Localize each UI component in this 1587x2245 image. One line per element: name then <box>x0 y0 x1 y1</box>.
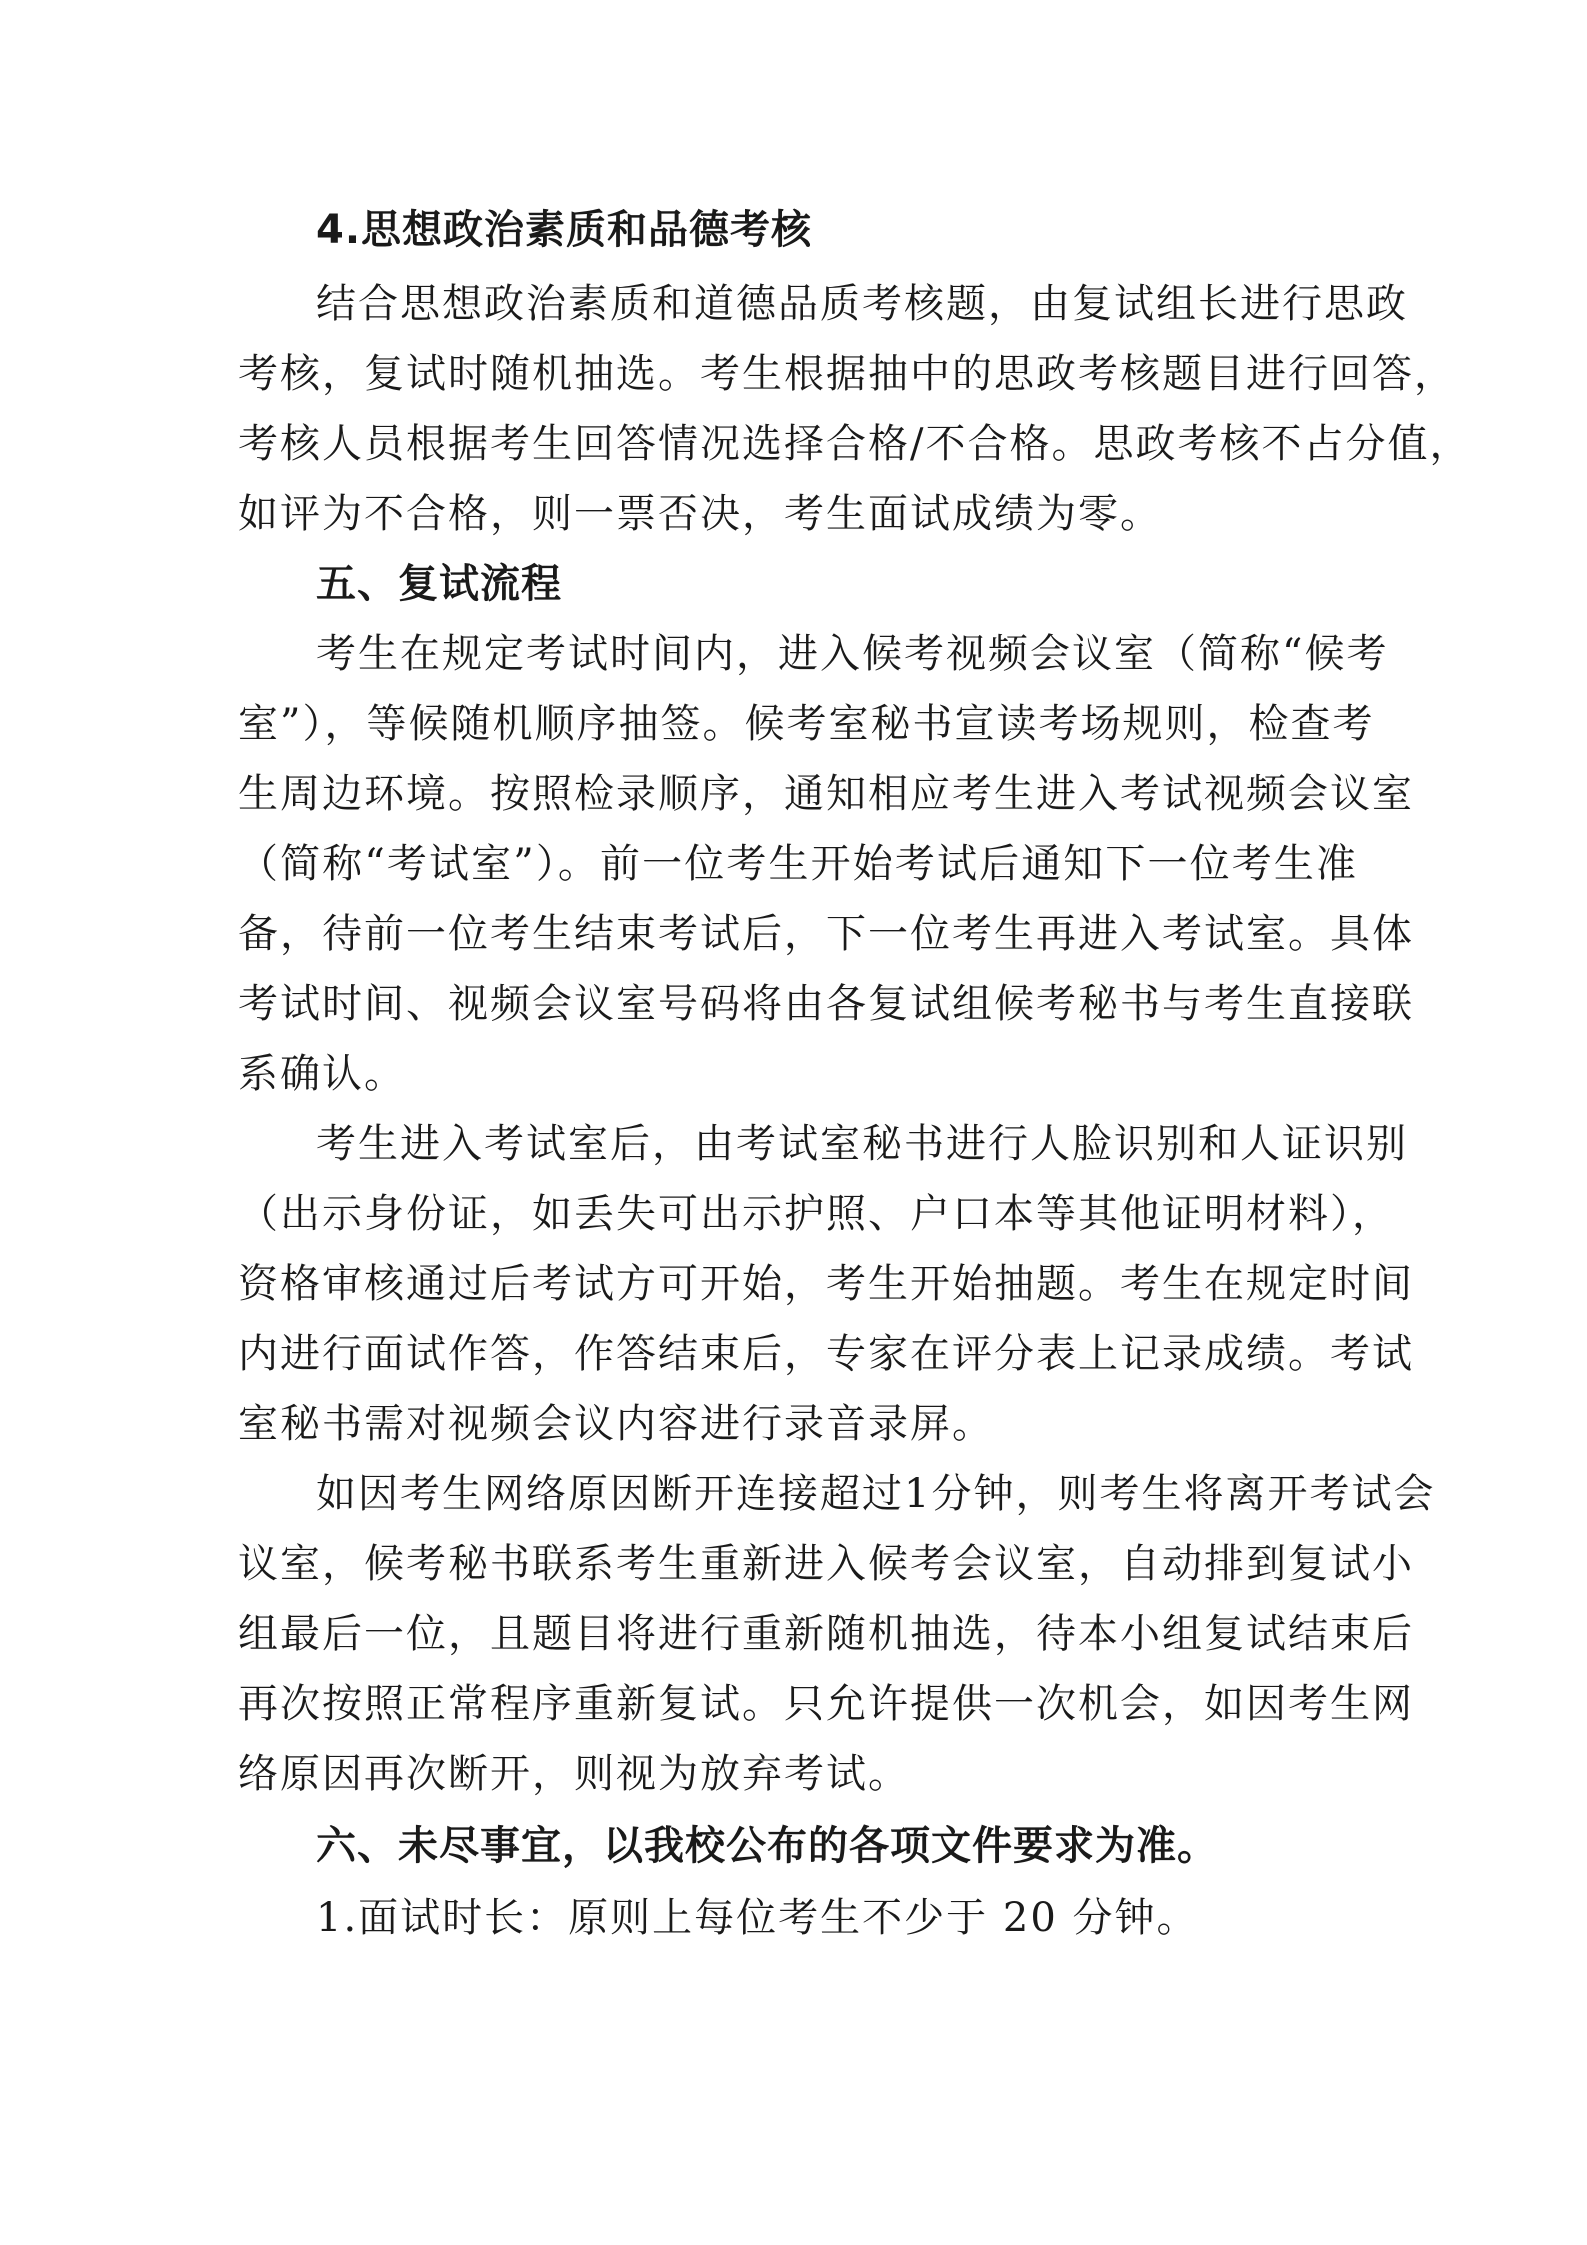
paragraph-line: 室”），等候随机顺序抽签。候考室秘书宣读考场规则，检查考 <box>238 701 1375 747</box>
paragraph-line: 组最后一位，且题目将进行重新随机抽选，待本小组复试结束后 <box>238 1611 1414 1657</box>
paragraph-line: 议室，候考秘书联系考生重新进入候考会议室，自动排到复试小 <box>238 1541 1414 1587</box>
paragraph-line: 如因考生网络原因断开连接超过1分钟，则考生将离开考试会 <box>316 1471 1436 1517</box>
paragraph-line: 系确认。 <box>238 1051 406 1097</box>
paragraph-line: 络原因再次断开，则视为放弃考试。 <box>238 1751 910 1797</box>
paragraph-line: 考核人员根据考生回答情况选择合格/不合格。思政考核不占分值， <box>238 421 1472 467</box>
paragraph-line: 再次按照正常程序重新复试。只允许提供一次机会，如因考生网 <box>238 1681 1414 1727</box>
paragraph-line: （出示身份证，如丢失可出示护照、户口本等其他证明材料）， <box>238 1191 1394 1237</box>
section-heading-ideological-assessment: 4.思想政治素质和品德考核 <box>316 207 813 253</box>
paragraph-line: 备，待前一位考生结束考试后，下一位考生再进入考试室。具体 <box>238 911 1414 957</box>
section-heading-retest-process: 五、复试流程 <box>316 561 562 607</box>
paragraph-line: 结合思想政治素质和道德品质考核题，由复试组长进行思政 <box>316 281 1408 327</box>
paragraph-line-interview-duration: 1.面试时长：原则上每位考生不少于 20 分钟。 <box>316 1895 1199 1941</box>
paragraph-line: 考核，复试时随机抽选。考生根据抽中的思政考核题目进行回答， <box>238 351 1456 397</box>
paragraph-line: 室秘书需对视频会议内容进行录音录屏。 <box>238 1401 994 1447</box>
section-heading-other-matters: 六、未尽事宜，以我校公布的各项文件要求为准。 <box>316 1823 1218 1869</box>
paragraph-line: 如评为不合格，则一票否决，考生面试成绩为零。 <box>238 491 1162 537</box>
paragraph-line: 考试时间、视频会议室号码将由各复试组候考秘书与考生直接联 <box>238 981 1414 1027</box>
paragraph-line: 考生进入考试室后，由考试室秘书进行人脸识别和人证识别 <box>316 1121 1408 1167</box>
paragraph-line: 资格审核通过后考试方可开始，考生开始抽题。考生在规定时间 <box>238 1261 1414 1307</box>
paragraph-line: 生周边环境。按照检录顺序，通知相应考生进入考试视频会议室 <box>238 771 1414 817</box>
paragraph-line: 考生在规定考试时间内，进入候考视频会议室（简称“候考 <box>316 631 1389 677</box>
paragraph-line: 内进行面试作答，作答结束后，专家在评分表上记录成绩。考试 <box>238 1331 1414 1377</box>
paragraph-line: （简称“考试室”）。前一位考生开始考试后通知下一位考生准 <box>238 841 1358 887</box>
